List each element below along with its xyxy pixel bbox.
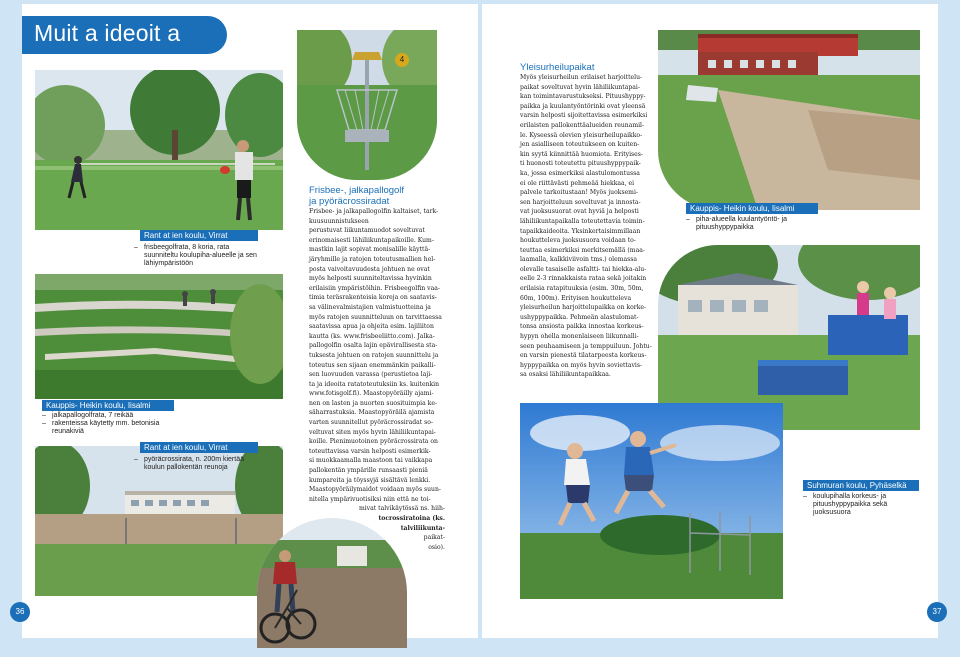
caption-list-virrat-cross bbox=[134, 456, 252, 472]
text-line: toteuttavissa varsin helposti esimerkik- bbox=[309, 447, 431, 455]
article2-body bbox=[520, 73, 650, 380]
caption-item: – piha-alueella kuulantyöntö- ja pituushyppypaikka bbox=[686, 216, 816, 232]
text-line: sen harjoitteluun soveltuvat ja innosta- bbox=[520, 198, 641, 206]
caption-label-pyhaselka: Suhmuran koulu, Pyhäselkä bbox=[803, 480, 919, 491]
text-line: www.fotisgolf.fi). Maastopyöräilly ajami- bbox=[309, 390, 434, 398]
caption-list-pyhaselka bbox=[803, 493, 923, 517]
text-line: laamalla, kalkkiviivoin tms.) olemassa bbox=[520, 256, 638, 264]
photo-frisbeekori bbox=[297, 30, 437, 180]
page-number-left: 36 bbox=[10, 602, 30, 622]
caption-label-iisalmi-jump: Kauppis- Heikin koulu, Iisalmi bbox=[686, 203, 818, 214]
caption-item: – frisbeegolfrata, 8 koria, rata suunniteltu koulupiha-alueelle ja sen lähiympäristöön bbox=[134, 244, 264, 268]
text-line: erilaisia ratapituuksia (esim. 30m, 50m, bbox=[520, 285, 644, 293]
text-line: tuksesta johtuen on ratojen suunnittelu ja bbox=[309, 351, 439, 359]
text-line: mivat talvikäytössä ns. hiih- bbox=[358, 505, 445, 513]
photo-jalkapallogolf bbox=[35, 274, 283, 399]
text-line: teuttaa esimerkiksi merkitsemällä (maa- bbox=[520, 246, 645, 254]
caption-list-iisalmi-minigolf bbox=[42, 412, 182, 436]
text-line: houkutteleva juoksusuora voidaan to- bbox=[520, 237, 636, 245]
page-number-right: 37 bbox=[927, 602, 947, 622]
text-line: paikat- bbox=[423, 534, 445, 542]
text-line: lähiliikuntapaikalla toteutettavia toimin- bbox=[520, 217, 645, 225]
text-line: timia teräsrakenteisia koreja on saatavis- bbox=[309, 294, 437, 302]
text-line: talviliikunta- bbox=[400, 524, 445, 532]
text-line: mastkin lajit sopivat monisalille käyttä- bbox=[309, 246, 431, 254]
text-line: paikka ja kuulantyöntörinki ovat yleensä bbox=[520, 102, 646, 110]
caption-item: – jalkapallogolfrata, 7 reikää bbox=[42, 412, 182, 420]
text-line: erinomaisesti lähiliikuntapaikoille. Kum- bbox=[309, 236, 434, 244]
basket-number: 4 bbox=[395, 53, 409, 67]
text-line: kumpareita ja töyssyjä sisältävä lenkki. bbox=[309, 476, 431, 484]
text-line: nen on lasten ja nuorten suosituimpia ke- bbox=[309, 399, 438, 407]
text-line: ta ja ideoita ratatoteutuksiin ks. kuitenkin bbox=[309, 380, 440, 388]
text-line: järyhmille ja ratojen toteutusmallien hel- bbox=[309, 255, 436, 263]
page-title-banner bbox=[22, 16, 227, 54]
text-line: Maastopyöräilymaidot voidaan myös suun- bbox=[309, 486, 441, 494]
photo-hyppaavat-lapset bbox=[520, 403, 783, 599]
text-line: palvele tarkoitustaan! Myös juoksemi- bbox=[520, 189, 638, 197]
text-line: toteutus sen sijaan enemmänkin paikalli- bbox=[309, 361, 436, 369]
text-line: paikat soveltuvat hyvin lähiliikuntapai- bbox=[520, 83, 640, 91]
text-line: jen asialliseen toteutukseen on kuiten- bbox=[520, 141, 640, 149]
text-line: sa välinevalmistajien valmistuotteina ja bbox=[309, 303, 431, 311]
text-line: myös ratojen suunnitteluun on tarvittaessa bbox=[309, 313, 442, 321]
text-line: hypyn ohella monenlaiseen liikunnalli- bbox=[520, 333, 639, 341]
text-line: koille. Pienimuotoinen pyöräcrossirata on bbox=[309, 438, 438, 446]
text-line: pallogolfin osalta lajin epävirallisesta sta- bbox=[309, 342, 438, 350]
text-line: ushyppypaikka. Pehmeän alastulomat- bbox=[520, 313, 639, 321]
text-line: kin syytä kiinnittää huomiota. Erityises- bbox=[520, 150, 643, 158]
caption-label-virrat-cross: Rant at ien koulu, Virrat bbox=[140, 442, 258, 453]
text-line: seen peuhaamiseen ja temppuiluun. Johtu- bbox=[520, 342, 652, 350]
text-line: tonsa ansiosta paikka innostaa korkeus- bbox=[520, 323, 644, 331]
text-line: si muokkaamalla maastoon tai vaikkapa bbox=[309, 457, 433, 465]
article1-body bbox=[309, 207, 445, 552]
article1-heading-line2: ja pyöräcrossiradat bbox=[309, 196, 390, 207]
caption-list-iisalmi-jump bbox=[686, 216, 816, 232]
text-line: le. Kyseessä olevien yleisurheilupaikko- bbox=[520, 131, 643, 139]
text-line: olevalle tasaiselle asfaltti- tai hiekka-alu- bbox=[520, 265, 647, 273]
text-line: pallokentän ympärille runsaasti pieniä bbox=[309, 467, 428, 475]
text-line: kautta (ks. www.frisbeeliitto.com). Jalka- bbox=[309, 332, 435, 340]
caption-label-virrat-frisbee: Rant at ien koulu, Virrat bbox=[140, 230, 258, 241]
photo-frisbeegolf bbox=[35, 70, 283, 230]
text-line: erilaisten pallokenttäalueiden reunamil- bbox=[520, 121, 645, 129]
text-line: ei ole riittävästi pehmeää hiekkaa, ei bbox=[520, 179, 635, 187]
text-line: ka, jossa esimerkiksi alastulomontussa bbox=[520, 169, 640, 177]
text-line: posta vaivoitavuudesta johtuen ne ovat bbox=[309, 265, 430, 273]
text-line: tocrossiratoina (ks. bbox=[378, 515, 445, 522]
caption-list-virrat-frisbee bbox=[134, 244, 264, 268]
text-line: yleisurheilun harjoittelupaikka on korke- bbox=[520, 304, 647, 312]
text-line: säharrastuksia. Maastopyöräilä ajamista bbox=[309, 409, 435, 417]
caption-label-iisalmi-minigolf: Kauppis- Heikin koulu, Iisalmi bbox=[42, 400, 174, 411]
text-line: myös helposti suunniteltavissa hyvinkin bbox=[309, 275, 432, 283]
text-line: ti huonosti toteutettu pituushyppypaik- bbox=[520, 160, 641, 168]
text-line: kuusuunnistukseen bbox=[309, 217, 369, 225]
text-line: osio). bbox=[428, 543, 445, 551]
text-line: saatavissa apua ja ohjeita esim. lajiliiton bbox=[309, 323, 434, 331]
text-line: sen luovuuden varassa (perustietoa laji- bbox=[309, 371, 433, 379]
text-line: vat juoksusuorat ovat hyviä ja helposti bbox=[520, 208, 639, 216]
text-line: perustuvat liikuntamuodot soveltuvat bbox=[309, 227, 425, 235]
text-line: Myös yleisurheilun erilaiset harjoittelu- bbox=[520, 74, 643, 81]
page-title: Muit a ideoit a bbox=[34, 20, 181, 46]
text-line: varsin helposti sijoitettavissa esimerkiksi bbox=[520, 112, 648, 120]
text-line: 60m, 100m). Erityisen houkutteleva bbox=[520, 294, 632, 302]
photo-pituushyppypaikka bbox=[658, 30, 920, 210]
article2-heading: Yleisurheilupaikat bbox=[520, 62, 595, 73]
article1-heading bbox=[309, 185, 459, 207]
text-line: eelle 2-3 rinnakkaista rataa sekä joitakin bbox=[520, 275, 647, 283]
caption-item: – pyöräcrossirata, n. 200m kiertää koulun pallokentän reunoja bbox=[134, 456, 252, 472]
article1-heading-line1: Frisbee-, jalkapallogolf bbox=[309, 185, 405, 196]
text-line: nitella ympärivuotisiksi niin että ne toi- bbox=[309, 495, 431, 503]
text-line: en varsin pienestä tilatarpeesta korkeus- bbox=[520, 352, 647, 360]
text-line: tapaikkaideoita. Yksinkertaisimmillaan bbox=[520, 227, 641, 235]
text-line: hyppypaikka on myös hyvin soviettavis- bbox=[520, 361, 643, 369]
text-line: erilaisiin ympäristöihin. Frisbeegolfin vaa- bbox=[309, 284, 440, 292]
caption-item: – rakenteissa käytetty mm. betonisia reunakiviä bbox=[42, 420, 182, 436]
text-line: kan toimintavarustukseksi. Pituushyppy- bbox=[520, 93, 646, 101]
text-line: varten suunnitellut pyöräcrossiradat so- bbox=[309, 419, 434, 427]
text-line: Frisbee- ja jalkapallogolfin kaltaiset, tark- bbox=[309, 208, 439, 215]
text-line: sa osaksi lähiliikuntapaikkaa. bbox=[520, 371, 611, 379]
caption-item: – koulupihalla korkeus- ja pituushyppypaikka sekä juoksusuora bbox=[803, 493, 923, 517]
text-line: veltuvat siten myös hyvin lähiliikuntapai- bbox=[309, 428, 436, 436]
